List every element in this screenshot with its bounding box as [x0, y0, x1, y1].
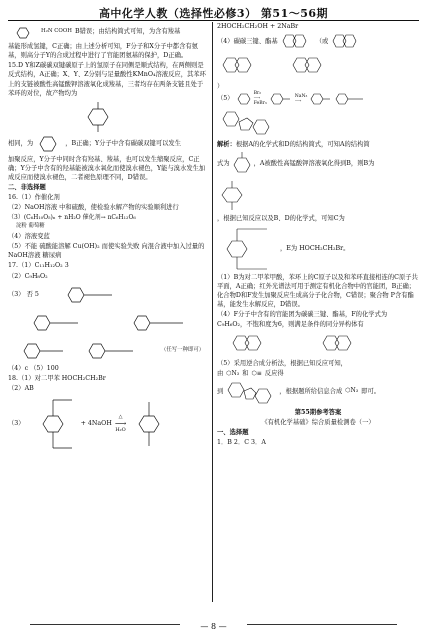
benzene-icon — [237, 92, 251, 106]
phenylacetylene-icon — [335, 92, 365, 106]
page-number: — 8 — — [200, 622, 227, 631]
q5-arrow-2: NaN₃ ⟶ — [294, 93, 308, 104]
analysis-text-11: 和 — [242, 370, 249, 378]
analysis-text-15: 即可。 — [361, 387, 381, 395]
q18-product-structure-icon — [129, 394, 169, 454]
q18-cond-top: △ — [118, 413, 123, 420]
analysis-text-8: C₉H₆O₂，不饱和度为6，则满足条件的同分异构体有 — [217, 321, 364, 329]
answer-subtitle: 《有机化学基础》综合质量检测卷（一） — [261, 418, 375, 426]
q4-row — [217, 32, 419, 50]
q15-cd-text: 加聚反应，Y分子中同时含有羟基、羧基，也可以发生缩聚反应，C正确；Y分子中含有的羟基能被溴水氧化而使溴水褪色，Y能与溴水发生加成反应而使溴水褪色，二者褪色原理不同，D错误。 — [8, 155, 206, 181]
answer-section: 一、选择题 — [217, 428, 249, 436]
bromobenzene-icon — [270, 92, 292, 106]
terephthalic-acid-structure-icon — [81, 99, 115, 133]
q15-b-text: ，B正确；Y分子中含有碳碳双键可以发生 — [65, 140, 182, 148]
compound-b-fig — [217, 178, 419, 212]
analysis-row-2 — [217, 150, 419, 176]
phenyl-azide-icon — [310, 92, 332, 106]
left-column — [8, 22, 209, 602]
q17-1: 17.（1）C₁₁H₁₂O₂ 3 — [8, 262, 69, 270]
column-divider — [212, 22, 213, 602]
page-header: 高中化学人教（选择性必修3） 第51～56期 — [98, 7, 329, 20]
analysis-text-2: 式为 — [217, 159, 230, 167]
analysis-text-3: ，A被酸性高锰酸钾溶液氧化得到B，则B为 — [253, 159, 375, 167]
q18-cond-bot: H₂O — [115, 427, 126, 434]
compound-a-icon — [233, 150, 251, 176]
q17-tail: （4）c （5）100 — [8, 364, 59, 372]
section-2-title: 二、非选择题 — [8, 184, 46, 192]
q16-3-labels: 淀粉 葡萄糖 — [16, 223, 45, 230]
q4-structures-row — [217, 52, 419, 80]
q15-same-row — [8, 133, 209, 155]
target-azide-glyph: ⬡N₃ — [345, 387, 359, 395]
intro-label: H₂N COOH — [41, 28, 72, 35]
q17-structure-icon — [42, 282, 152, 308]
analysis-text-12: 反应得 — [264, 370, 284, 378]
q15-structure-row — [8, 99, 209, 133]
analysis-title: 解析： — [217, 141, 236, 149]
q4-label: （4）碳碳三键、酯基 — [217, 37, 278, 45]
q17-structures-row-2 — [8, 338, 209, 364]
para-1: B错误；由结构简式可知，为含有羧基 — [74, 28, 181, 36]
q4-structure-alt-icon — [331, 32, 363, 50]
q15-text: 15.D Y和Z碳碳双键碳原子上的氢原子在同侧是顺式结构，在两侧则是反式结构，A正确；X、Y、Z分别与足量酸性KMnO₄溶液反应，其苯环上的支链被酸性高锰酸钾溶液氧化成羧基，三者均存在两条支链且处于苯环的对位，故产物均为 — [8, 62, 206, 97]
isomer-structures-icon — [217, 331, 417, 357]
analysis-text-10: 由 — [217, 370, 224, 378]
q4-or: （或 — [315, 37, 329, 45]
q17-isomers-row1-icon — [8, 310, 208, 336]
triazole-product-icon — [217, 108, 277, 138]
q17-2: （2）C₉H₈O₂ — [8, 272, 48, 280]
q18-reagent: + 4NaOH — [80, 420, 112, 428]
analysis-1 — [217, 140, 419, 149]
q18-3-label: （3） — [8, 420, 25, 428]
analysis-text-14: ，根据题所给信息合成 — [279, 387, 343, 395]
azide-glyph: ⬡N₃ — [226, 369, 240, 377]
q16-2: （2）NaOH溶液 中和硫酸，使检验水解产物的实验顺利进行 — [8, 204, 179, 212]
q17-3: （3） 否 5 — [8, 291, 39, 299]
q4-structure-icon — [281, 32, 313, 50]
q5-arrow-1: Br₂ ⟶ FeBr₃ — [253, 91, 267, 107]
q18-3-row — [8, 394, 209, 454]
q5-row — [217, 91, 419, 106]
q16-1: 16.（1）作催化剂 — [8, 194, 60, 202]
compound-b-icon — [217, 178, 247, 212]
q5-reagent-3: NaN₃ — [294, 93, 308, 99]
q18-2: （2）AB — [8, 384, 34, 392]
q4-close: ） — [217, 83, 224, 91]
q4-isomer-structures-icon — [217, 52, 417, 80]
isomers-fig — [217, 331, 419, 357]
header-rule — [8, 20, 419, 21]
answer-title: 第55期参考答案 — [294, 408, 342, 416]
q5-label: （5） — [217, 95, 234, 103]
q17-isomers-row2-icon — [8, 338, 158, 364]
q5-reagent-1: Br₂ — [253, 91, 262, 97]
para-2: 基能形成氢键，C正确；由上述分析可知，F分子和X分子中都含有氨基，则高分子Y的合成过程中进行了官能团氨基的保护，D正确。 — [8, 43, 198, 60]
compound-c-icon — [217, 225, 277, 273]
q18-1: 18.（1）对二甲苯 HOCH₂CH₂Br — [8, 374, 106, 382]
analysis-text-9: （5）采用逆合成分析法，根据已知反应可知， — [217, 360, 347, 368]
compound-c-row — [217, 225, 419, 273]
analysis-text-1: 根据A的化学式和D的结构简式，可知A的结构简 — [235, 141, 370, 149]
right-top-line: 2HOCH₂CH₂OH + 2NaBr — [217, 23, 299, 30]
triazole-target-icon — [226, 379, 276, 405]
q16-3: （3）(C₆H₁₀O₅)ₙ + nH₂O 催化剂→ nC₆H₁₂O₆ — [8, 213, 136, 221]
analysis-text-7: （4）F分子中含有的官能团为碳碳三键、酯基，F的化学式为 — [217, 311, 388, 318]
q5-triazole — [217, 108, 419, 138]
q16-4: （4）溶液变蓝 — [8, 233, 50, 241]
q18-arrow: △ ⟶ H₂O — [114, 413, 127, 434]
q17-structures-row-1 — [8, 310, 209, 336]
analysis-text-4: ，根据已知反应以及B、D的化学式，可知C为 — [217, 215, 345, 223]
answer-line: 1．B 2．C 3．A — [217, 438, 266, 446]
analysis-text-13: 到 — [217, 387, 224, 395]
q5-reagent-2: FeBr₃ — [253, 101, 267, 107]
analysis-text-5: ，E为 HOCH₂CH₂Br。 — [280, 244, 350, 252]
same-label: 相同，为 — [8, 140, 34, 148]
synthesis-row-2 — [217, 379, 419, 405]
product-structure-icon — [36, 133, 62, 155]
synthesis-row — [217, 369, 419, 378]
right-column — [217, 22, 419, 602]
q17-note: （任写一种即可） — [161, 346, 205, 353]
analysis-text-6: （1）B为对二甲苯甲酸，苯环上的C原子以及和苯环直接相连的C原子共平面，A正确；红外光谱法可用于测定有机化合物中的官能团，B正确；化合物D和F发生加聚反应生成高分子化合物，C错误；聚合物 P含有酯基，能发生水解反应，D错误。 — [217, 273, 418, 308]
alkyne-glyph: ⬡≡ — [251, 369, 262, 377]
intro-row — [8, 22, 209, 42]
q16-5: （5）不能 硫酸能溶解 Cu(OH)₂ 而使实验失败 向混合液中加入过量的NaOH溶液 糖尿病 — [8, 243, 205, 260]
benzene-structure-icon — [8, 22, 38, 42]
q17-3-row — [8, 282, 209, 308]
q18-reactant-structure-icon — [28, 394, 78, 454]
